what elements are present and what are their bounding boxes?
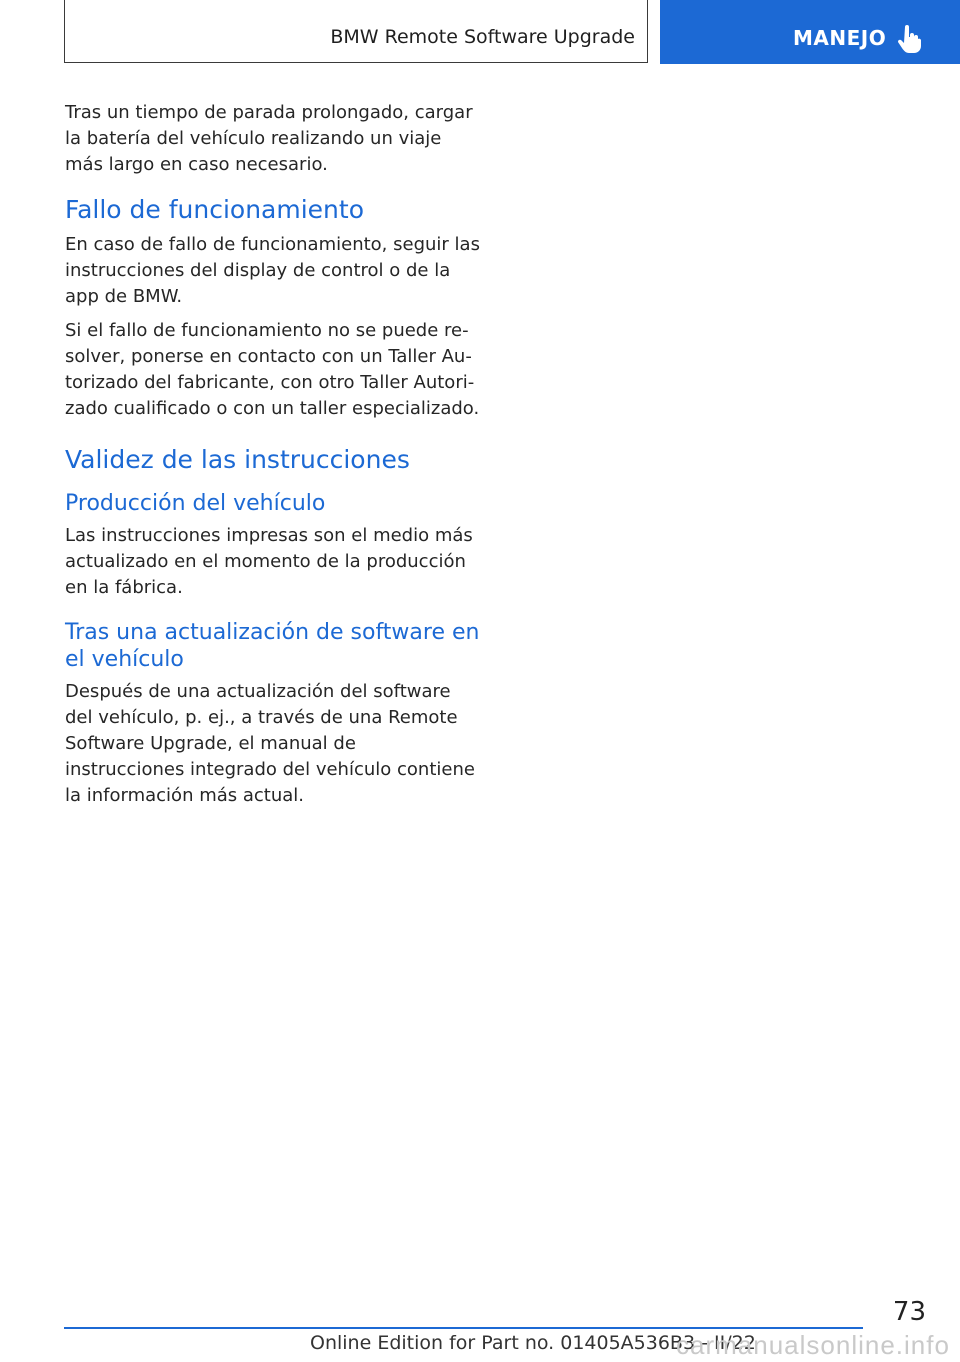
heading-fallo: Fallo de funcionamiento (65, 195, 364, 224)
paragraph-fallo-2: Si el fallo de funcionamiento no se puede resolver, ponerse en contacto con un Taller Autorizado del fabricante, con otro Taller Autorizado cualificado o con un taller especializado. (65, 320, 480, 419)
subheading-actualizacion: Tras una actualización de software en el vehículo (65, 620, 480, 672)
tab-manejo[interactable] (660, 0, 960, 64)
header-section-box (64, 0, 648, 63)
footer-divider (64, 1327, 863, 1329)
tab-label: MANEJO (793, 26, 887, 50)
paragraph-fallo-1: En caso de fallo de funcionamiento, seguir las instrucciones del display de control o de la app de BMW. (65, 234, 480, 307)
page-content (65, 100, 480, 817)
paragraph-actualizacion: Después de una actualización del software del vehículo, p. ej., a través de una Remote Software Upgrade, el manual de instrucciones integrado del vehículo contiene la información más actual. (65, 681, 475, 806)
paragraph-produccion: Las instrucciones impresas son el medio más actualizado en el momento de la producción en la fábrica. (65, 525, 473, 598)
section-title: BMW Remote Software Upgrade (330, 26, 635, 48)
watermark: carmanualsonline.info (676, 1330, 950, 1360)
pointing-hand-icon (896, 25, 922, 53)
edition-text: Online Edition for Part no. 01405A536B3 - II/22 (310, 1332, 756, 1354)
heading-validez: Validez de las instrucciones (65, 445, 410, 474)
intro-paragraph: Tras un tiempo de parada prolongado, cargar la batería del vehículo realizando un viaje más largo en caso necesario. (65, 102, 473, 175)
subheading-produccion: Producción del vehículo (65, 491, 326, 516)
page-number: 73 (892, 1297, 926, 1327)
